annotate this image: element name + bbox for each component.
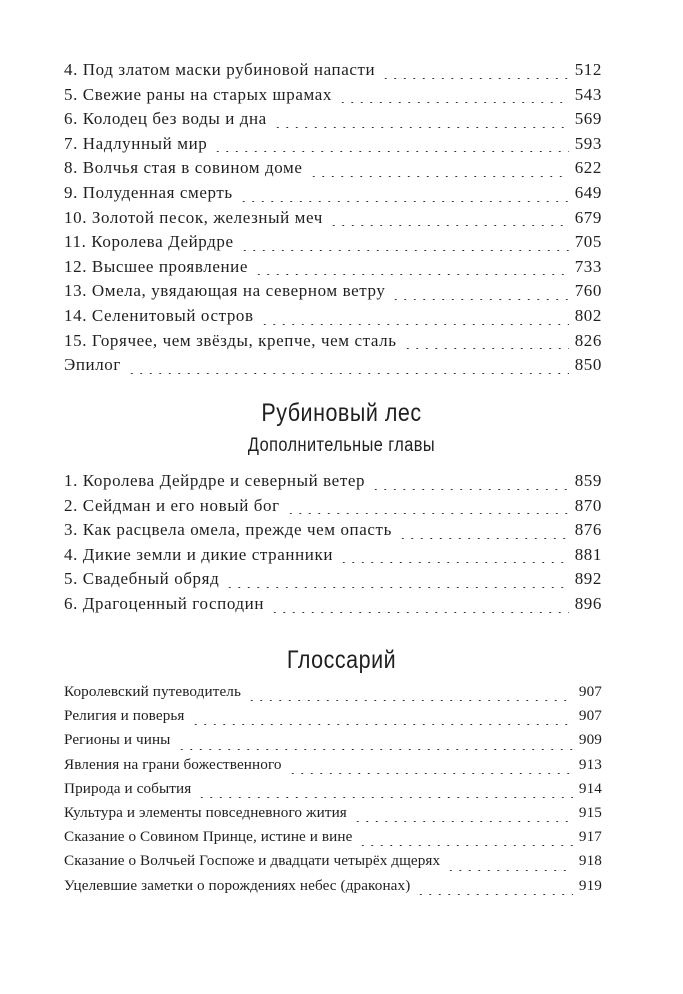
section-title-glossary: Глоссарий	[286, 646, 397, 674]
toc-entry[interactable]	[64, 281, 602, 306]
toc-entry-page-number: 733	[574, 256, 602, 276]
toc-entry-title: 3. Как расцвела омела, прежде чем опасть	[64, 520, 392, 540]
toc-entry-title: Культура и элементы повседневного жития	[64, 803, 347, 821]
dot-leader	[197, 797, 573, 798]
toc-entry[interactable]	[64, 545, 602, 570]
toc-entry[interactable]	[64, 232, 602, 257]
toc-entry-page-number: 569	[574, 109, 602, 129]
dot-leader	[254, 274, 569, 275]
dot-leader	[398, 538, 569, 539]
toc-entry-page-number: 543	[574, 84, 602, 104]
dot-leader	[381, 78, 568, 79]
dot-leader	[225, 587, 568, 588]
dot-leader	[239, 201, 569, 202]
dot-leader	[339, 562, 569, 563]
toc-entry-title: Религия и поверья	[64, 707, 185, 725]
toc-entry-page-number: 914	[578, 779, 602, 797]
dot-leader	[403, 348, 569, 349]
toc-entry[interactable]	[64, 208, 602, 233]
toc-entry[interactable]	[64, 852, 602, 876]
dot-leader	[358, 845, 572, 846]
toc-entry-title: 14. Селенитовый остров	[64, 305, 254, 325]
toc-entry-page-number: 870	[574, 495, 602, 515]
dot-leader	[329, 225, 569, 226]
dot-leader	[288, 773, 573, 774]
toc-entry-title: 9. Полуденная смерть	[64, 182, 233, 202]
section-title-ruby-forest: Рубиновый лес	[261, 399, 422, 427]
toc-entry-title: Явления на грани божественного	[64, 755, 282, 773]
toc-entry[interactable]	[64, 109, 602, 134]
dot-leader	[240, 250, 569, 251]
toc-entry-title: 1. Королева Дейрдре и северный ветер	[64, 471, 366, 490]
toc-entry-title: 4. Дикие земли и дикие странники	[64, 544, 334, 564]
toc-entry-title: 6. Колодец без воды и дна	[64, 109, 267, 129]
toc-entry-title: 12. Высшее проявление	[64, 256, 249, 276]
dot-leader	[273, 127, 569, 128]
toc-entry-page-number: 913	[578, 755, 602, 773]
toc-entry-title: 11. Королева Дейрдре	[64, 232, 234, 252]
toc-entry[interactable]	[64, 85, 602, 110]
toc-entry-title: 5. Свежие раны на старых шрамах	[64, 84, 332, 104]
toc-entry[interactable]	[64, 496, 602, 521]
toc-entry[interactable]	[64, 780, 602, 804]
toc-entry-page-number: 622	[574, 158, 602, 178]
section-subtitle-extra-chapters: Дополнительные главы	[247, 435, 436, 456]
glossary-list	[64, 683, 602, 901]
toc-entry-title: 2. Сейдман и его новый бог	[64, 495, 280, 515]
toc-entry-page-number: 649	[574, 182, 602, 202]
toc-entry-title: 15. Горячее, чем звёзды, крепче, чем сталь	[64, 330, 397, 350]
toc-entry[interactable]	[64, 306, 602, 331]
toc-entry[interactable]	[64, 60, 602, 85]
dot-leader	[270, 612, 569, 613]
toc-entry-page-number: 760	[574, 281, 602, 301]
toc-entry-title: Природа и события	[64, 779, 192, 797]
toc-entry[interactable]	[64, 594, 602, 619]
toc-entry-page-number: 512	[574, 60, 602, 79]
dot-leader	[309, 176, 569, 177]
toc-entry[interactable]	[64, 331, 602, 356]
toc-entry[interactable]	[64, 355, 602, 380]
toc-entry-title: Сказание о Волчьей Госпоже и двадцати четырёх дщерях	[64, 852, 441, 870]
toc-entry-title: 13. Омела, увядающая на северном ветру	[64, 281, 386, 301]
dot-leader	[416, 894, 573, 895]
dot-leader	[213, 151, 568, 152]
toc-entry[interactable]	[64, 520, 602, 545]
toc-entry-page-number: 917	[578, 828, 602, 846]
toc-entry-page-number: 826	[574, 330, 602, 350]
dot-leader	[391, 299, 568, 300]
toc-entry[interactable]	[64, 877, 602, 901]
toc-entry-title: Королевский путеводитель	[64, 683, 241, 700]
chapter-list	[64, 60, 602, 380]
dot-leader	[127, 373, 569, 374]
dot-leader	[191, 724, 573, 725]
toc-entry[interactable]	[64, 569, 602, 594]
toc-entry-page-number: 850	[574, 355, 602, 375]
toc-entry-title: 8. Волчья стая в совином доме	[64, 158, 303, 178]
toc-entry-page-number: 909	[578, 731, 602, 749]
dot-leader	[371, 489, 569, 490]
toc-entry-title: Сказание о Совином Принце, истине и вине	[64, 828, 353, 846]
toc-entry[interactable]	[64, 707, 602, 731]
toc-entry-title: 6. Драгоценный господин	[64, 593, 265, 613]
toc-entry[interactable]	[64, 134, 602, 159]
toc-entry-page-number: 896	[574, 593, 602, 613]
toc-entry-page-number: 892	[574, 569, 602, 589]
toc-entry-page-number: 918	[578, 852, 602, 870]
toc-entry[interactable]	[64, 471, 602, 496]
toc-entry-page-number: 705	[574, 232, 602, 252]
toc-entry[interactable]	[64, 257, 602, 282]
toc-entry-page-number: 802	[574, 305, 602, 325]
dot-leader	[247, 700, 573, 701]
toc-entry-page-number: 907	[578, 707, 602, 725]
toc-entry-page-number: 679	[574, 207, 602, 227]
dot-leader	[177, 749, 573, 750]
dot-leader	[260, 324, 569, 325]
toc-entry-title: 7. Надлунный мир	[64, 133, 208, 153]
toc-entry-page-number: 859	[574, 471, 602, 490]
dot-leader	[353, 821, 573, 822]
toc-entry[interactable]	[64, 756, 602, 780]
toc-entry-page-number: 915	[578, 803, 602, 821]
toc-entry-page-number: 881	[574, 544, 602, 564]
toc-entry-title: 10. Золотой песок, железный меч	[64, 207, 323, 227]
toc-entry-title: Эпилог	[64, 355, 121, 375]
toc-entry[interactable]	[64, 183, 602, 208]
toc-entry[interactable]	[64, 804, 602, 828]
toc-entry[interactable]	[64, 158, 602, 183]
toc-entry-page-number: 919	[578, 876, 602, 894]
toc-entry-title: 4. Под златом маски рубиновой напасти	[64, 60, 376, 79]
extra-chapter-list	[64, 471, 602, 619]
toc-entry-title: Уцелевшие заметки о порождениях небес (драконах)	[64, 876, 411, 894]
toc-entry[interactable]	[64, 828, 602, 852]
toc-entry-title: 5. Свадебный обряд	[64, 569, 220, 589]
toc-entry-page-number: 907	[578, 683, 602, 700]
toc-entry-title: Регионы и чины	[64, 731, 171, 749]
dot-leader	[286, 513, 569, 514]
dot-leader	[338, 102, 569, 103]
dot-leader	[446, 870, 573, 871]
toc-entry[interactable]	[64, 731, 602, 755]
toc-entry-page-number: 876	[574, 520, 602, 540]
toc-entry-page-number: 593	[574, 133, 602, 153]
toc-entry[interactable]	[64, 683, 602, 707]
